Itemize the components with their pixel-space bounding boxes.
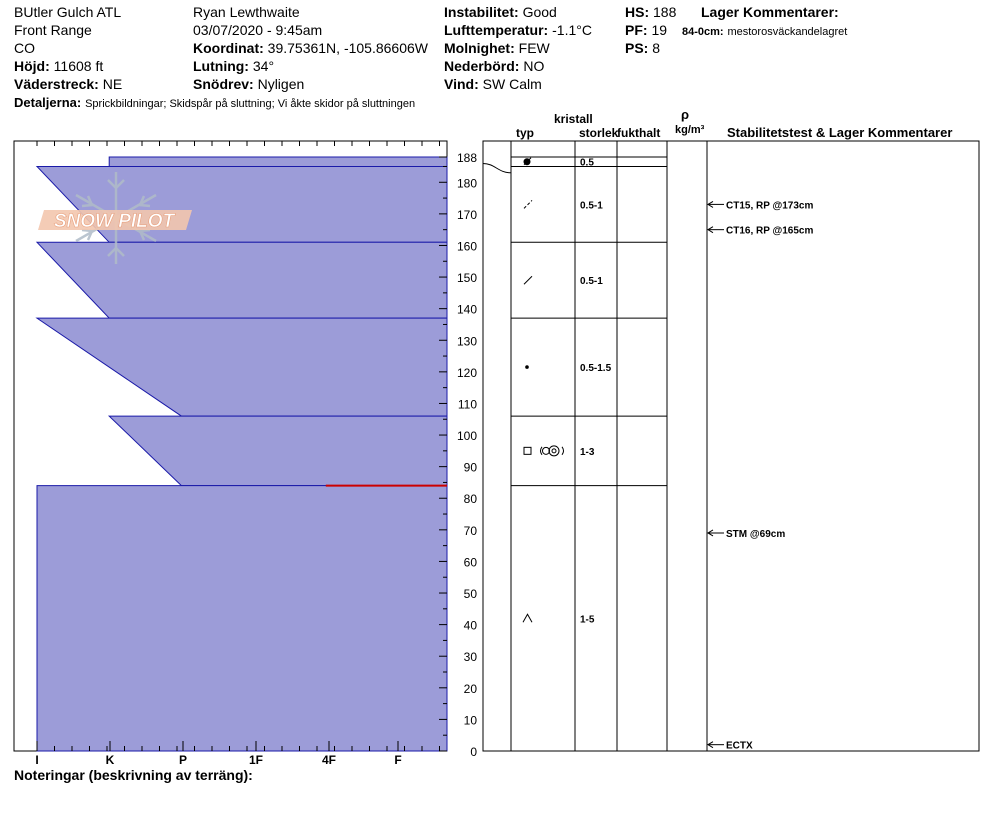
depth-label: 120	[456, 365, 477, 380]
depth-label: 30	[463, 650, 477, 665]
hardness-label-F: F	[394, 753, 402, 767]
location-name: BUtler Gulch ATL	[14, 4, 122, 20]
details-value: Sprickbildningar; Skidspår på sluttning; Vi åkte skidor på sluttningen	[85, 98, 416, 110]
terrain-notes-label: Noteringar (beskrivning av terräng):	[14, 767, 253, 783]
grain-size-label: 1-3	[580, 446, 595, 458]
stability-label: Instabilitet:	[444, 4, 519, 20]
snow-layer-4	[109, 416, 447, 486]
depth-label: 50	[463, 587, 477, 602]
coordinate-label: Koordinat:	[193, 40, 264, 56]
slope-value: 34°	[252, 58, 275, 74]
aspect-value: NE	[102, 76, 123, 92]
stability-test-label: ECTX	[726, 740, 753, 752]
slope-label: Lutning:	[193, 58, 249, 74]
precip-value: NO	[523, 58, 545, 74]
depth-label: 10	[463, 713, 477, 728]
air-temp-value: -1.1°C	[552, 22, 592, 38]
grain-symbol-depth-hoar	[523, 614, 532, 622]
crystal-header: kristall	[554, 112, 593, 126]
observer-name: Ryan Lewthwaite	[193, 4, 300, 20]
elevation-label: Höjd:	[14, 58, 50, 74]
depth-label: 70	[463, 523, 477, 538]
logo-text: SNOW PILOT	[53, 211, 175, 232]
grain-size-label: 0.5-1	[580, 200, 603, 212]
grain-symbol-decomposed	[524, 200, 532, 208]
decomposed-icon	[524, 200, 532, 208]
depth-label: 180	[456, 176, 477, 191]
decomposed-icon	[524, 276, 532, 284]
sky-label: Molnighet:	[444, 40, 515, 56]
hardness-label-P: P	[178, 753, 188, 767]
grain-symbol-rounded	[526, 366, 529, 369]
grain-size-label: 1-5	[580, 614, 595, 626]
layer-comment-text: mestorosväckandelagret	[727, 26, 848, 38]
layer-comment-depth: 84-0cm:	[682, 26, 724, 38]
state: CO	[14, 40, 35, 56]
depth-label: 170	[456, 207, 477, 222]
layer-connector	[483, 163, 511, 172]
hardness-label-K: K	[105, 753, 115, 767]
hardness-label-1F: 1F	[248, 753, 264, 767]
pf-label: PF:	[625, 22, 648, 38]
ps-value: 8	[652, 40, 661, 56]
layer-comments-title: Lager Kommentarer:	[701, 4, 839, 20]
elevation-value: 11608 ft	[53, 58, 104, 74]
air-temp-label: Lufttemperatur:	[444, 22, 549, 38]
hs-value: 188	[653, 4, 677, 20]
stability-header: Stabilitetstest & Lager Kommentarer	[727, 125, 953, 140]
mountain-range: Front Range	[14, 22, 92, 38]
snow-layer-3	[37, 318, 447, 416]
depth-label: 130	[456, 334, 477, 349]
details-label: Detaljerna:	[14, 95, 82, 110]
depth-label: 140	[456, 302, 477, 317]
wind-value: SW Calm	[482, 76, 542, 92]
depth-label: 40	[463, 618, 477, 633]
rounded-grain-icon	[526, 366, 529, 369]
stability-test-label: CT16, RP @165cm	[726, 225, 814, 237]
type-header: typ	[516, 126, 534, 140]
depth-label: 0	[470, 745, 477, 759]
pf-value: 19	[651, 22, 668, 38]
grain-symbol-rounded-graupel	[524, 158, 531, 165]
size-header: storlek	[579, 126, 619, 140]
precip-label: Nederbörd:	[444, 58, 520, 74]
depth-label: 20	[463, 681, 477, 696]
coordinate-value: 39.75361N, -105.86606W	[267, 40, 428, 56]
melt-cluster-icon	[552, 449, 556, 453]
facet-icon	[524, 447, 531, 454]
stability-value: Good	[522, 4, 557, 20]
grain-size-label: 0.5-1.5	[580, 363, 612, 375]
grain-symbol-faceted-melt	[524, 446, 564, 456]
ps-label: PS:	[625, 40, 649, 56]
depth-label: 110	[457, 397, 477, 412]
moisture-header: fukthalt	[617, 126, 661, 140]
melt-cluster-icon	[549, 446, 559, 456]
rho-header: ρ	[681, 107, 690, 122]
drift-value: Nyligen	[257, 76, 305, 92]
snowpilot-logo	[36, 168, 196, 268]
grain-size-label: 0.5-1	[580, 276, 603, 288]
grain-size-label: 0.5	[580, 157, 594, 169]
depth-label: 60	[463, 555, 477, 570]
hs-label: HS:	[625, 4, 650, 20]
wind-label: Vind:	[444, 76, 479, 92]
depth-label: 80	[463, 492, 477, 507]
melt-cluster-icon	[543, 447, 550, 454]
stability-test-label: CT15, RP @173cm	[726, 200, 814, 212]
aspect-label: Väderstreck:	[14, 76, 99, 92]
depth-label: 188	[456, 151, 477, 165]
observation-datetime: 03/07/2020 - 9:45am	[193, 22, 323, 38]
stability-test-label: STM @69cm	[726, 528, 786, 540]
snow-layer-5	[37, 486, 447, 751]
drift-label: Snödrev:	[193, 76, 254, 92]
depth-hoar-icon	[523, 614, 532, 622]
depth-label: 150	[456, 271, 477, 286]
depth-label: 100	[456, 429, 477, 444]
hardness-label-4F: 4F	[321, 753, 337, 767]
density-unit-header: kg/m³	[675, 124, 705, 136]
grain-symbol-decomposed	[524, 276, 532, 284]
depth-label: 160	[456, 239, 477, 254]
hardness-label-I: I	[35, 753, 39, 767]
snow-layer-0	[109, 157, 447, 166]
sky-value: FEW	[518, 40, 550, 56]
depth-label: 90	[463, 460, 477, 475]
